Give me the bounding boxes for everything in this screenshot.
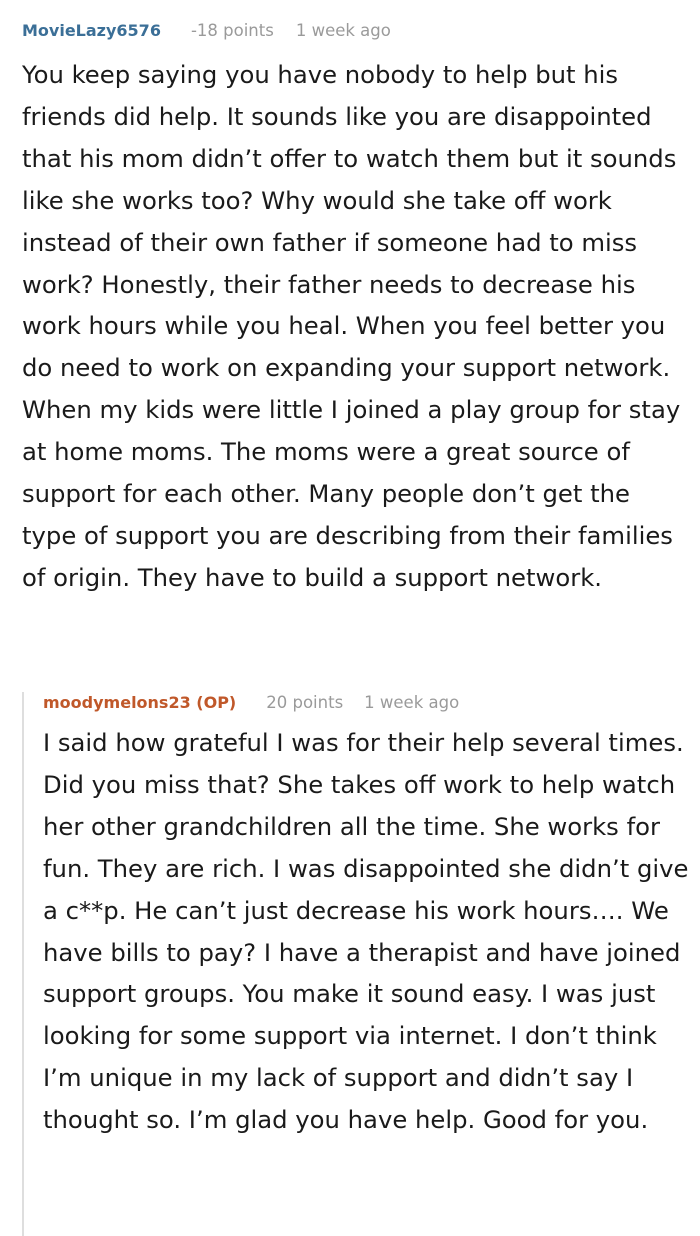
comment-points: -18 points	[190, 21, 274, 40]
comment-author-link[interactable]: MovieLazy6576	[22, 21, 161, 40]
thread-line	[22, 692, 24, 1236]
reply-meta	[43, 690, 699, 716]
reply-comment	[43, 690, 699, 1141]
comment	[0, 0, 700, 599]
reply-body: I said how grateful I was for their help several times. Did you miss that? She takes off work to help watch her other grandchildren all the time. She works for fun. They are rich. I was disappointed she didn’t give a c**p. He can’t just decrease his work hours…. We have bills to pay? I have a therapist and have joined support groups. You make it sound easy. I was just looking for some support via internet. I don’t think I’m unique in my lack of support and didn’t say I thought so. I’m glad you have help. Good for you.	[43, 728, 689, 1135]
comment-timestamp: 1 week ago	[295, 21, 391, 40]
reply-thread	[22, 690, 700, 1234]
reply-timestamp: 1 week ago	[364, 693, 460, 712]
reply-points: 20 points	[266, 693, 344, 712]
reply-author-link[interactable]: moodymelons23 (OP)	[43, 693, 237, 712]
comment-meta	[22, 18, 700, 44]
comment-body: You keep saying you have nobody to help but his friends did help. It sounds like you are disappointed that his mom didn’t offer to watch them but it sounds like she works too? Why would she take off work instead of their own father if someone had to miss work? Honestly, their father needs to decrease his work hours while you heal. When you feel better you do need to work on expanding your support network. When my kids were little I joined a play group for stay at home moms. The moms were a great source of support for each other. Many people don’t get the type of support you are describing from their families of origin. They have to build a support network.	[22, 60, 681, 592]
